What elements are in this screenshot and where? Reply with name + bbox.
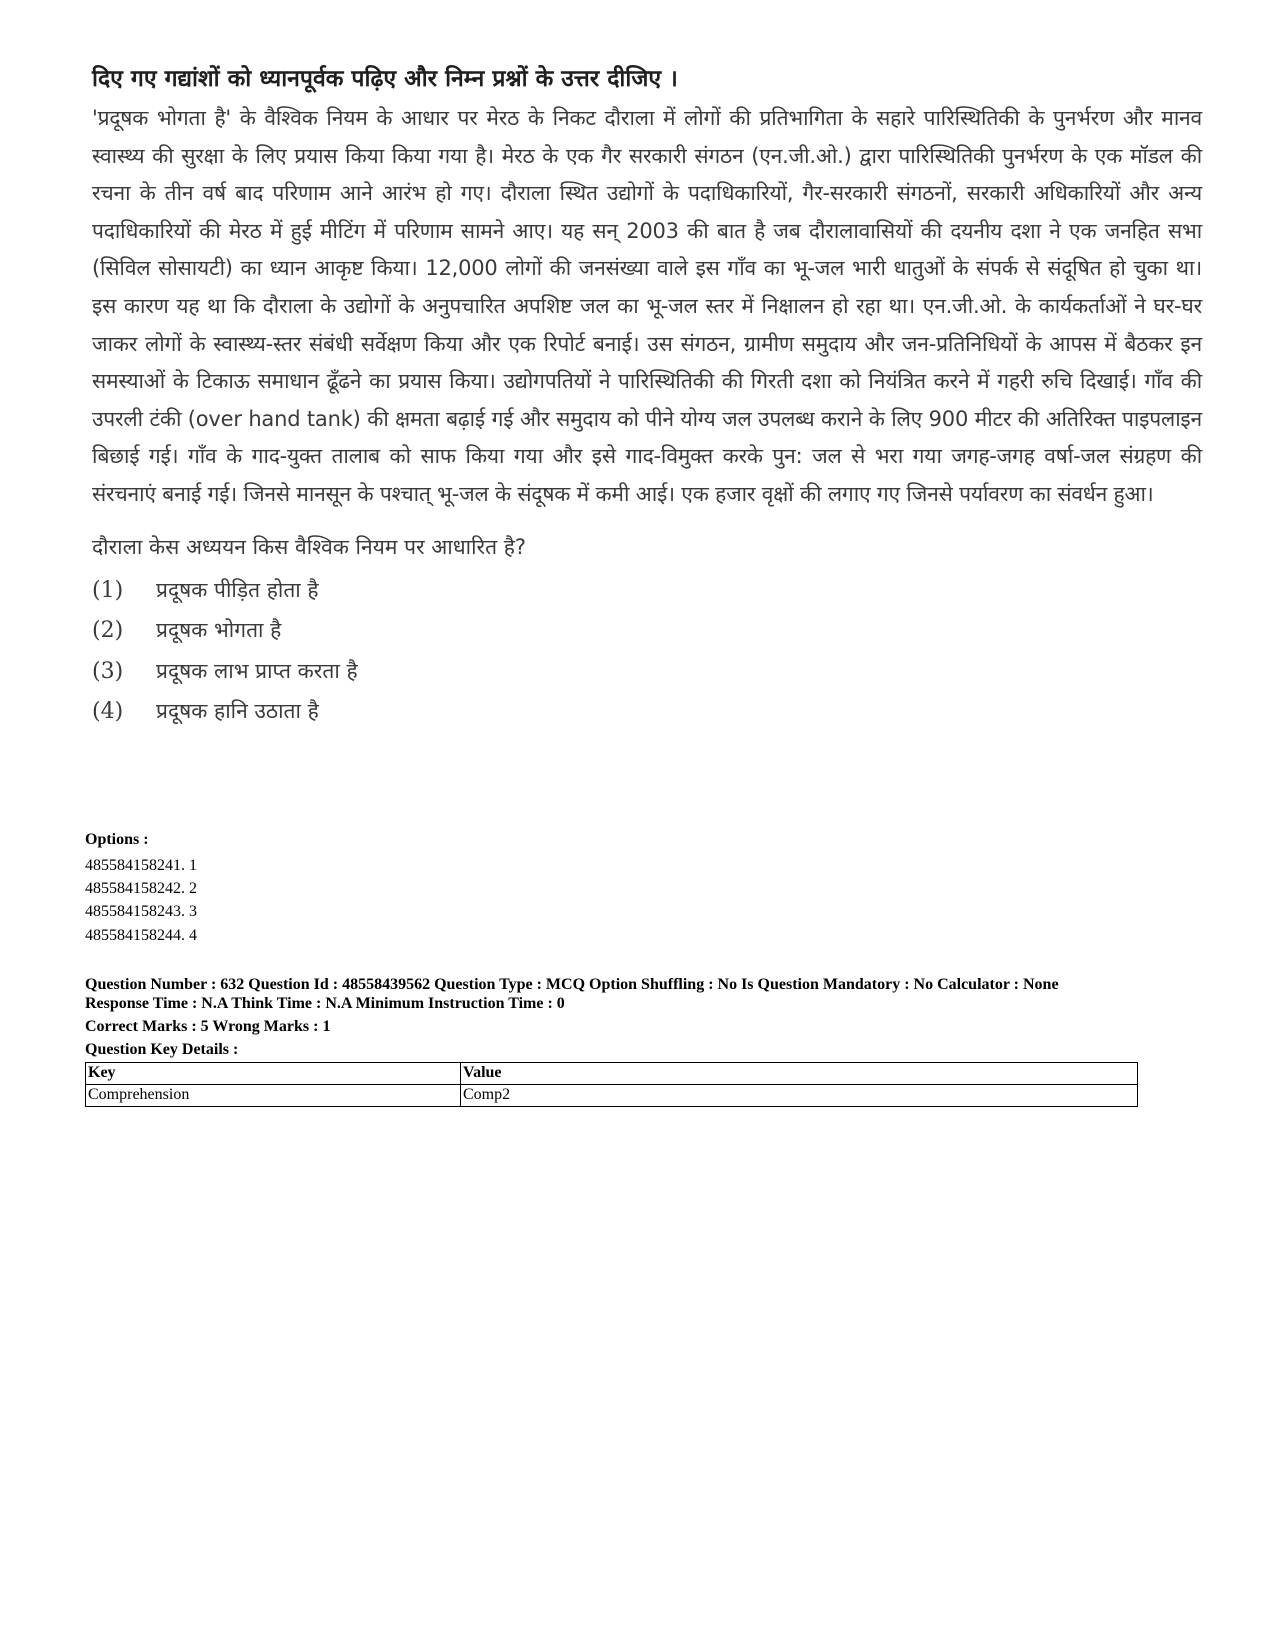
table-cell-value: Comp2 (461, 1085, 1138, 1107)
choice-text: प्रदूषक पीड़ित होता है (156, 577, 319, 602)
choice-text: प्रदूषक भोगता है (156, 618, 282, 643)
choice-text: प्रदूषक लाभ प्राप्त करता है (156, 658, 358, 683)
table-header-row (86, 1063, 1138, 1085)
choice-number: (3) (92, 658, 124, 684)
key-details-table (85, 1062, 1138, 1107)
option-code: 485584158243. 3 (85, 903, 197, 921)
choice-number: (4) (92, 699, 124, 725)
marks-info: Correct Marks : 5 Wrong Marks : 1 (85, 1018, 331, 1035)
key-details-label: Question Key Details : (85, 1041, 239, 1058)
option-code: 485584158241. 1 (85, 857, 197, 874)
table-cell-key: Comprehension (86, 1085, 461, 1107)
passage-text: 'प्रदूषक भोगता है' के वैश्विक नियम के आधार पर मेरठ के निकट दौराला में लोगों की प्रतिभागिता के सहारे पारिस्थितिकी के पुनर्भरण और मानव स्वास्थ्य की सुरक्षा के लिए प्रयास किया किया गया है। मेरठ के एक गैर सरकारी संगठन (एन.जी.ओ.) द्वारा पारिस्थितिकी पुनर्भरण के एक मॉडल की रचना के तीन वर्ष बाद परिणाम आने आरंभ हो गए। दौराला स्थित उद्योगों के पदाधिकारियों, गैर-सरकारी संगठनों, सरकारी अधिकारियों और अन्य पदाधिकारियों की मेरठ में हुई मीटिंग में परिणाम सामने आए। यह सन् 2003 की बात है जब दौरालावासियों की दयनीय दशा ने एक जनहित सभा (सिविल सोसायटी) का ध्यान आकृष्ट किया। 12,000 लोगों की जनसंख्या वाले इस गाँव का भू-जल भारी धातुओं के संपर्क से संदूषित हो चुका था। इस कारण यह था कि दौराला के उद्योगों के अनुपचारित अपशिष्ट जल का भू-जल स्तर में निक्षालन हो रहा था। एन.जी.ओ. के कार्यकर्ताओं ने घर-घर जाकर लोगों के स्वास्थ्य-स्तर संबंधी सर्वेक्षण किया और एक रिपोर्ट बनाई। उस संगठन, ग्रामीण समुदाय और जन-प्रतिनिधियों के आपस में बैठकर इन समस्याओं के टिकाऊ समाधान ढूँढने का प्रयास किया। उद्योगपतियों ने पारिस्थितिकी की गिरती दशा को नियंत्रित करने में गहरी रुचि दिखाई। गाँव की उपरली टंकी (over hand tank) की क्षमता बढ़ाई गई और समुदाय को पीने योग्य जल उपलब्ध कराने के लिए 900 मीटर की अतिरिक्त पाइपलाइन बिछाई गई। गाँव के गाद-युक्त तालाब को साफ किया गया और इसे गाद-विमुक्त करके पुन: जल से भरा गया जगह-जगह वर्षा-जल संग्रहण की संरचनाएं बनाई गई। जिनसे मानसून के पश्चात् भू-जल के संदूषक में कमी आई। एक हजार वृक्षों की लगाए गए जिनसे पर्यावरण का संवर्धन हुआ। (92, 106, 1202, 506)
choice-3 (92, 651, 1202, 692)
option-code: 485584158244. 4 (85, 926, 197, 944)
option-code: 485584158242. 2 (85, 880, 197, 898)
question-info-line-1: Question Number : 632 Question Id : 48558439562 Question Type : MCQ Option Shuffling : No Is Question Mandatory : No Calculator : None (85, 976, 1059, 993)
passage-heading: दिए गए गद्यांशों को ध्यानपूर्वक पढ़िए और निम्न प्रश्नों के उत्तर दीजिए । (92, 66, 678, 92)
choice-1 (92, 570, 1202, 611)
question-info (85, 975, 1205, 1013)
table-header-value: Value (461, 1063, 1138, 1085)
choice-4 (92, 691, 1202, 732)
table-row (86, 1085, 1138, 1107)
options-label: Options : (85, 831, 149, 848)
scanned-passage-block (92, 62, 1202, 732)
question-text: दौराला केस अध्ययन किस वैश्विक नियम पर आधारित है? (92, 534, 527, 559)
question-choices (92, 570, 1202, 732)
table-header-key: Key (86, 1063, 461, 1085)
option-code-list (85, 854, 197, 947)
choice-text: प्रदूषक हानि उठाता है (156, 699, 319, 724)
choice-number: (1) (92, 577, 124, 603)
choice-number: (2) (92, 618, 124, 644)
choice-2 (92, 610, 1202, 651)
question-info-line-2: Response Time : N.A Think Time : N.A Minimum Instruction Time : 0 (85, 995, 565, 1012)
